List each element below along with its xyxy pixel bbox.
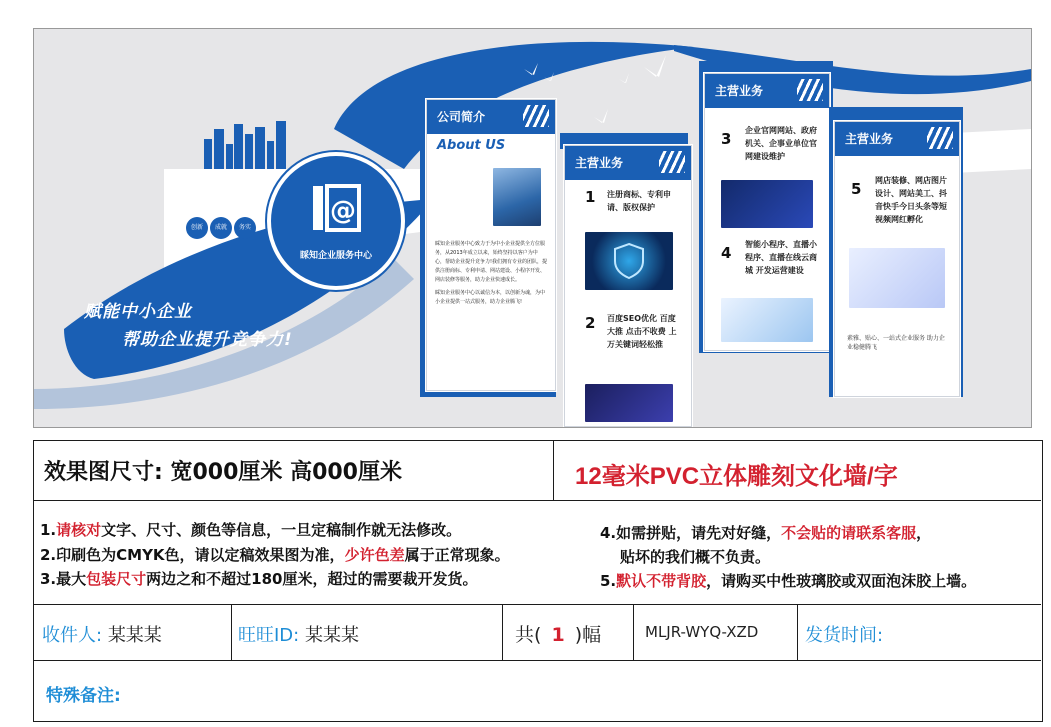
circle-tag: 创新 xyxy=(186,217,208,239)
service-panel-2 xyxy=(704,73,830,351)
service-panel-1 xyxy=(564,145,692,427)
building-image xyxy=(493,168,541,226)
divider xyxy=(633,604,634,660)
product-code: MLJR-WYQ-XZD xyxy=(645,623,759,641)
divider xyxy=(553,440,554,500)
service-panel-3 xyxy=(834,121,960,397)
service-number: 3 xyxy=(721,130,732,148)
intro-text: 睬知企业服务中心致力于为中小企业提供全方位服务，从2013年成立以来，始终坚持以客户为中心，帮助企业提升竞争力!我们拥有专业的团队，提供注册商标、专利申请、网站建设、小程序开发、网店装修等服务，助力企业快速成长。 睬知企业服务中心以诚信为本，以创新为魂，为中小企业提供一站式服务，助力企业腾飞! xyxy=(435,241,547,305)
logo-circle xyxy=(267,152,405,290)
product-title-text: 12毫米PVC立体雕刻文化墙/字 xyxy=(575,463,898,490)
note-2: 2.印刷色为CMYK色，请以定稿效果图为准，少许色差属于正常现象。 xyxy=(40,546,510,564)
service3-title: 主营业务 xyxy=(835,122,959,156)
note-4: 4.如需拼贴，请先对好缝，不会贴的请联系客服， xyxy=(600,524,932,542)
circle-tag: 务实 xyxy=(234,217,256,239)
service3-footer: 素雅、贴心、一站式企业服务 助力企业稳健腾飞 xyxy=(847,335,945,351)
divider xyxy=(33,604,1041,605)
count-field[interactable]: 共( 1 )幅 xyxy=(515,624,602,646)
circle-tag: 成就 xyxy=(210,217,232,239)
service2-title: 主营业务 xyxy=(705,74,829,108)
service-text: 网店装修、网店图片设计、网站美工、抖音快手今日头条等短视频网红孵化 xyxy=(875,176,947,224)
remark-label: 特殊备注: xyxy=(46,686,121,706)
seo-image xyxy=(585,384,673,422)
shield-image xyxy=(585,232,673,290)
service-text: 企业官网网站、政府机关、企事业单位官网建设维护 xyxy=(745,126,817,161)
divider xyxy=(33,660,1041,661)
slogan-line1: 赋能中小企业 xyxy=(84,302,192,322)
wangwang-field[interactable]: 旺旺ID: 某某某 xyxy=(238,625,359,646)
slogan-line2: 帮助企业提升竞争力! xyxy=(122,330,293,350)
website-image xyxy=(721,180,813,228)
divider xyxy=(231,604,232,660)
service-number: 4 xyxy=(721,244,732,262)
intro-subtitle: About US xyxy=(437,138,506,153)
logo-at-glyph: @ xyxy=(330,196,356,226)
divider xyxy=(502,604,503,660)
note-3: 3.最大包装尺寸两边之和不超过180厘米，超过的需要裁开发货。 xyxy=(40,570,478,588)
product-title xyxy=(575,456,898,491)
service-number: 1 xyxy=(585,188,596,206)
service-text: 注册商标、专利申请、版权保护 xyxy=(607,190,671,212)
note-5: 5.默认不带背胶，请购买中性玻璃胶或双面泡沫胶上墙。 xyxy=(600,572,977,590)
size-label: 效果图尺寸: 宽000厘米 高000厘米 xyxy=(44,460,402,485)
service-number: 5 xyxy=(851,180,862,198)
remark-input[interactable] xyxy=(160,668,1030,712)
divider xyxy=(33,500,1041,501)
intro-panel xyxy=(426,99,556,391)
intro-title: 公司简介 xyxy=(427,100,555,134)
divider xyxy=(797,604,798,660)
logo-text: 睬知企业服务中心 xyxy=(299,251,372,261)
note-1: 1.请核对文字、尺寸、颜色等信息，一旦定稿制作就无法修改。 xyxy=(40,521,462,539)
note-4-cont: 贴坏的我们概不负责。 xyxy=(620,548,771,566)
miniapp-image xyxy=(721,298,813,342)
service-text: 百度SEO优化 百度大推 点击不收费 上万关键词轻松推 xyxy=(607,314,677,349)
service-text: 智能小程序、直播小程序、直播在线云商城 开发运营建设 xyxy=(745,240,817,275)
culture-wall-mockup xyxy=(33,28,1032,428)
service-number: 2 xyxy=(585,314,596,332)
skyline-graphic xyxy=(204,121,286,169)
shield-icon xyxy=(585,232,673,290)
recipient-field[interactable]: 收件人: 某某某 xyxy=(42,625,162,646)
shop-image xyxy=(849,248,945,308)
service1-title: 主营业务 xyxy=(565,146,691,180)
ship-time-field[interactable]: 发货时间: xyxy=(805,625,884,646)
